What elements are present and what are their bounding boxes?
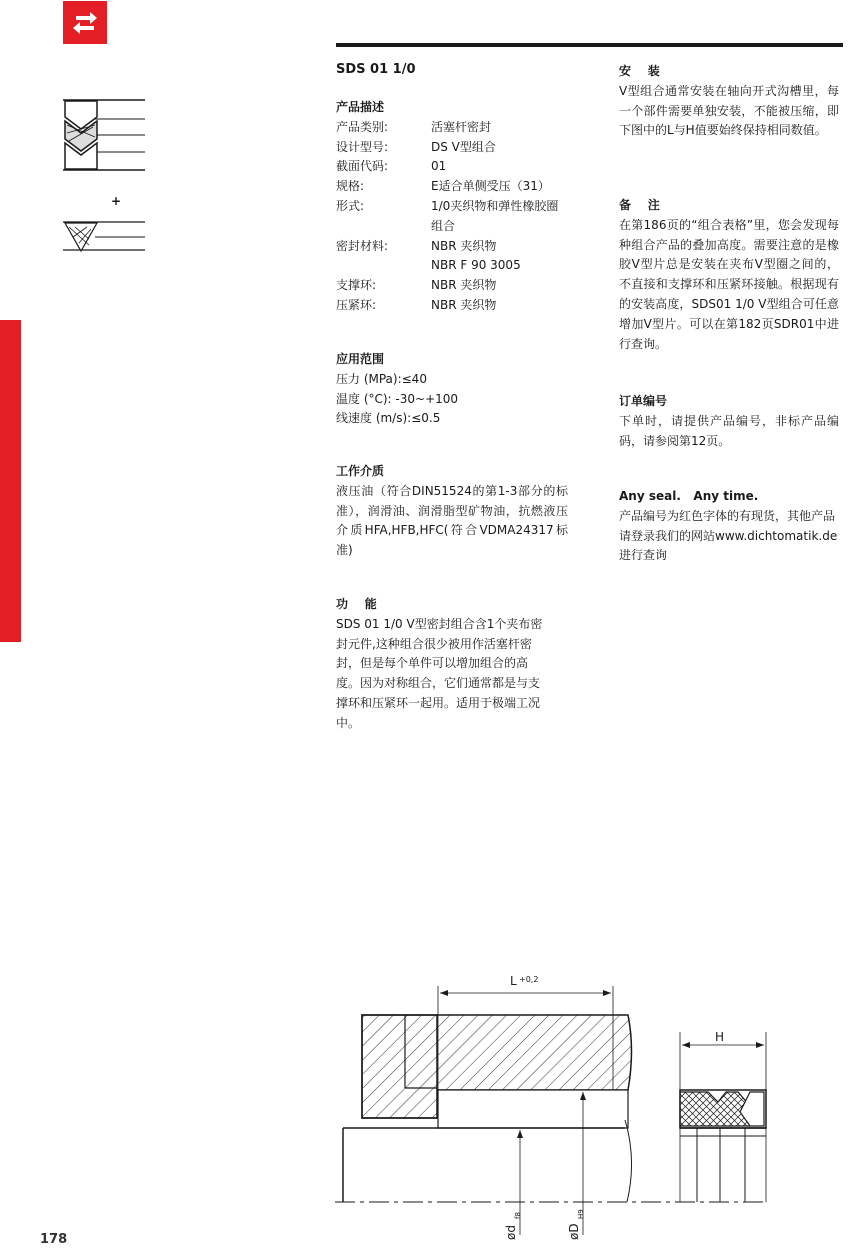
- spec-value: E适合单侧受压（31）: [431, 179, 550, 194]
- spec-key: 设计型号:: [336, 139, 389, 154]
- remarks-heading: 备 注: [619, 198, 660, 212]
- media-text: 液压油（符合DIN51524的第1-3部分的标准），润滑油、润滑脂型矿物油，抗燃液压介质HFA,HFB,HFC(符合VDMA24317标准): [336, 483, 568, 558]
- spec-key: 形式:: [336, 198, 365, 213]
- function-text: SDS 01 1/0 V型密封组合含1个夹布密封元件,这种组合很少被用作活塞杆密封，但是每个单件可以增加组合的高度。因为对称组合，它们通常都是与支撑环和压紧环一起用。适用于极端工况中。: [336, 616, 543, 730]
- dim-d-label: ød: [504, 1225, 518, 1240]
- spec-key: 压紧环:: [336, 297, 377, 312]
- promo-section: [619, 487, 839, 566]
- remarks-text: 在第186页的“组合表格”里，您会发现每种组合产品的叠加高度。需要注意的是橡胶V型片总是安装在夹布V型圈之间的，不直接和支撑环和压紧环接触。根据现有的安装高度，SDS01 1/0 V型组合可任意增加V型片。可以在第182页SDR01中进行查询。: [619, 217, 839, 351]
- double-arrow-icon: [63, 1, 107, 44]
- description-section: [336, 98, 568, 316]
- brand-logo: [63, 1, 107, 44]
- ordering-text: 下单时，请提供产品编号，非标产品编码，请参阅第12页。: [619, 413, 839, 448]
- spec-row: [336, 296, 568, 316]
- dim-D-tolerance: H9: [577, 1209, 585, 1219]
- spec-value: DS V型组合: [431, 139, 496, 154]
- application-line: 温度 (°C): -30~+100: [336, 391, 459, 406]
- spec-value: NBR 夹织物: [431, 238, 497, 253]
- spec-row: [336, 118, 568, 138]
- promo-text: 产品编号为红色字体的有现货，其他产品请登录我们的网站www.dichtomatik.de进行查询: [619, 508, 838, 563]
- spec-row: [336, 276, 568, 296]
- dim-H-label: H: [715, 1030, 725, 1044]
- spec-value: 1/0夹织物和弹性橡胶圈组合: [431, 198, 559, 233]
- application-line: 压力 (MPa):≤40: [336, 371, 427, 386]
- spec-value: NBR F 90 3005: [431, 258, 521, 273]
- dim-L-tolerance: +0,2: [519, 975, 539, 984]
- application-section: [336, 350, 568, 429]
- installation-drawing: [325, 970, 785, 1245]
- ordering-heading: 订单编号: [619, 394, 668, 408]
- plus-sign: +: [111, 194, 122, 208]
- description-heading: 产品描述: [336, 100, 385, 114]
- application-line: 线速度 (m/s):≤0.5: [336, 411, 441, 426]
- header-rule: [336, 43, 843, 47]
- spec-row: [336, 138, 568, 158]
- dim-D-label: øD: [567, 1223, 581, 1240]
- spec-key: 截面代码:: [336, 159, 389, 174]
- remarks-section: [619, 196, 839, 354]
- spec-row: [336, 157, 568, 177]
- ordering-section: [619, 392, 839, 451]
- installation-section: [619, 62, 839, 141]
- spec-key: 规格:: [336, 179, 365, 194]
- application-heading: 应用范围: [336, 352, 385, 366]
- dim-d-tolerance: f8: [514, 1212, 522, 1219]
- function-section: [336, 595, 568, 734]
- media-section: [336, 462, 568, 561]
- dim-L-label: L: [510, 974, 517, 988]
- spec-value: 01: [431, 159, 447, 174]
- side-color-bar: [0, 320, 21, 642]
- function-heading: 功 能: [336, 597, 377, 611]
- spec-row: [336, 177, 568, 197]
- spec-key: 产品类别:: [336, 119, 389, 134]
- brand-slogan: Any seal. Any time.: [619, 489, 759, 503]
- installation-heading: 安 装: [619, 64, 660, 78]
- page-number: 178: [40, 1232, 68, 1247]
- spec-row: [336, 237, 568, 257]
- seal-set-symbol: [55, 97, 150, 257]
- spec-row: [336, 256, 568, 276]
- installation-text: V型组合通常安装在轴向开式沟槽里，每一个部件需要单独安装，不能被压缩，即下图中的L与H值要始终保持相同数值。: [619, 83, 839, 138]
- spec-value: NBR 夹织物: [431, 278, 497, 293]
- spec-key: [336, 256, 431, 276]
- product-code: SDS 01 1/0: [336, 62, 416, 77]
- spec-key: 支撑环:: [336, 278, 377, 293]
- media-heading: 工作介质: [336, 464, 385, 478]
- spec-key: 密封材料:: [336, 238, 389, 253]
- spec-value: NBR 夹织物: [431, 297, 497, 312]
- spec-row: [336, 197, 568, 237]
- spec-value: 活塞杆密封: [431, 119, 492, 134]
